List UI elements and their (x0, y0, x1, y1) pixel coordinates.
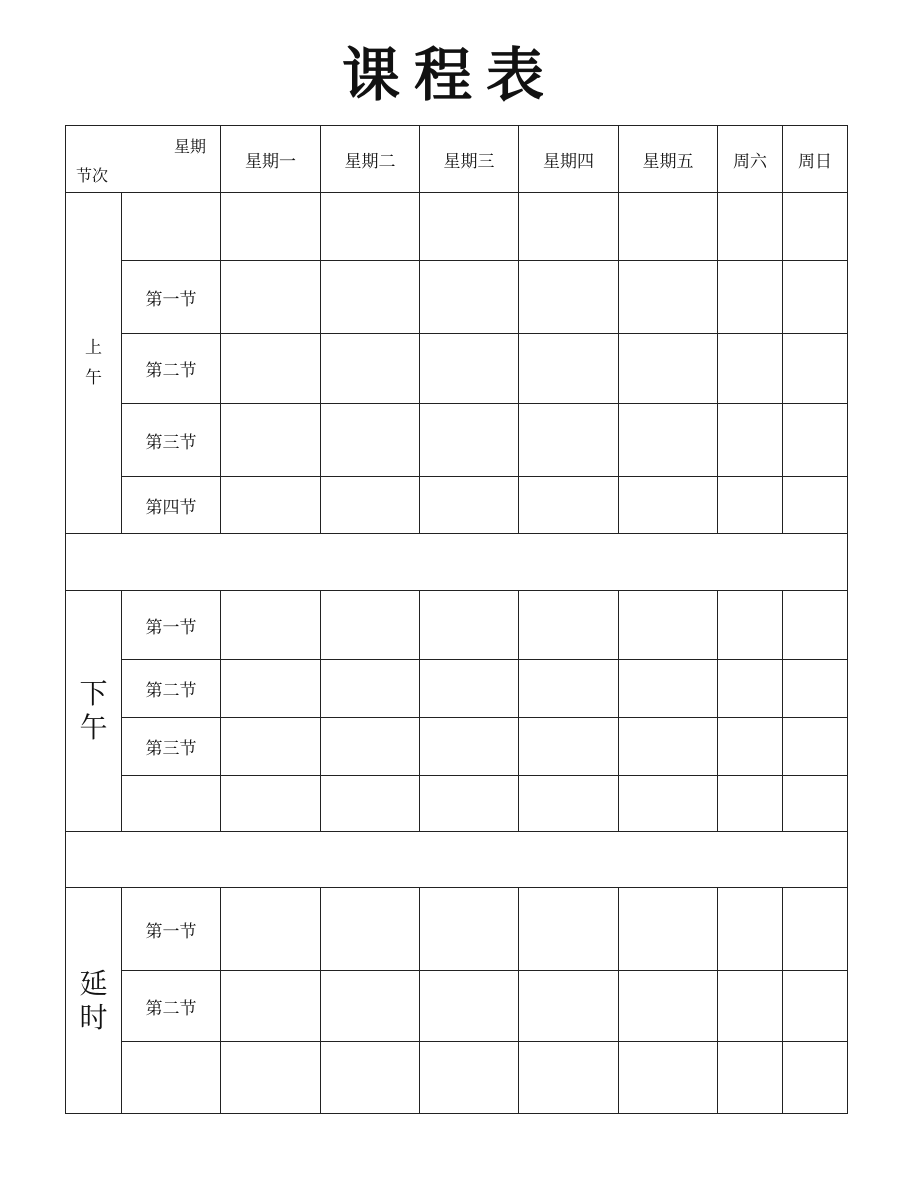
schedule-table (65, 125, 848, 1114)
course-cell[interactable] (619, 971, 718, 1042)
course-cell[interactable] (783, 477, 848, 534)
course-cell[interactable] (619, 334, 718, 404)
course-cell[interactable] (420, 477, 519, 534)
period-label (122, 193, 221, 261)
period-label: 第三节 (122, 718, 221, 776)
corner-cell (66, 126, 221, 193)
course-cell[interactable] (321, 888, 420, 971)
course-cell[interactable] (619, 477, 718, 534)
course-cell[interactable] (619, 1042, 718, 1114)
course-cell[interactable] (718, 971, 783, 1042)
course-cell[interactable] (221, 718, 321, 776)
course-cell[interactable] (519, 1042, 619, 1114)
table-row (66, 193, 848, 261)
course-cell[interactable] (321, 261, 420, 334)
period-label: 第二节 (122, 334, 221, 404)
break-cell-evening (66, 832, 848, 888)
course-cell[interactable] (619, 718, 718, 776)
corner-week-label: 星期 (173, 137, 206, 156)
table-row (66, 334, 848, 404)
break-row (66, 832, 848, 888)
table-row (66, 261, 848, 334)
course-cell[interactable] (718, 193, 783, 261)
section-label-morning (66, 193, 122, 534)
table-row (66, 404, 848, 477)
course-cell[interactable] (619, 261, 718, 334)
course-cell[interactable] (718, 888, 783, 971)
course-cell[interactable] (619, 193, 718, 261)
course-cell[interactable] (221, 888, 321, 971)
section-label-extended (66, 888, 122, 1114)
course-cell[interactable] (321, 404, 420, 477)
table-row (66, 888, 848, 971)
course-cell[interactable] (321, 193, 420, 261)
course-cell[interactable] (783, 660, 848, 718)
course-cell[interactable] (718, 591, 783, 660)
course-cell[interactable] (321, 660, 420, 718)
course-cell[interactable] (221, 193, 321, 261)
course-cell[interactable] (420, 718, 519, 776)
course-cell[interactable] (783, 261, 848, 334)
table-row (66, 1042, 848, 1114)
course-cell[interactable] (420, 971, 519, 1042)
table-row (66, 718, 848, 776)
section-extended-text: 延时 (79, 966, 108, 1034)
course-cell[interactable] (718, 477, 783, 534)
course-cell[interactable] (420, 888, 519, 971)
course-cell[interactable] (519, 660, 619, 718)
course-cell[interactable] (619, 776, 718, 832)
course-cell[interactable] (221, 971, 321, 1042)
course-cell[interactable] (221, 1042, 321, 1114)
course-cell[interactable] (783, 591, 848, 660)
course-cell[interactable] (519, 334, 619, 404)
course-cell[interactable] (718, 404, 783, 477)
course-cell[interactable] (221, 477, 321, 534)
course-cell[interactable] (718, 660, 783, 718)
course-cell[interactable] (420, 193, 519, 261)
course-cell[interactable] (321, 718, 420, 776)
course-cell[interactable] (718, 1042, 783, 1114)
section-afternoon-text: 下午 (79, 677, 108, 744)
section-morning-text: 上午 (85, 338, 102, 388)
course-cell[interactable] (619, 404, 718, 477)
course-cell[interactable] (420, 591, 519, 660)
course-cell[interactable] (718, 718, 783, 776)
course-cell[interactable] (519, 888, 619, 971)
course-cell[interactable] (783, 404, 848, 477)
course-cell[interactable] (718, 334, 783, 404)
table-row (66, 477, 848, 534)
day-header-thu: 星期四 (519, 126, 619, 193)
course-cell[interactable] (519, 477, 619, 534)
day-header-fri: 星期五 (619, 126, 718, 193)
period-label (122, 776, 221, 832)
course-cell[interactable] (221, 404, 321, 477)
course-cell[interactable] (519, 261, 619, 334)
course-cell[interactable] (519, 971, 619, 1042)
header-row (66, 126, 848, 193)
table-row (66, 776, 848, 832)
course-cell[interactable] (321, 776, 420, 832)
course-cell[interactable] (221, 334, 321, 404)
course-cell[interactable] (519, 404, 619, 477)
course-cell[interactable] (321, 971, 420, 1042)
course-cell[interactable] (420, 404, 519, 477)
course-cell[interactable] (783, 334, 848, 404)
section-label-afternoon (66, 591, 122, 832)
table-row (66, 591, 848, 660)
course-cell[interactable] (420, 776, 519, 832)
period-label (122, 1042, 221, 1114)
course-cell[interactable] (783, 193, 848, 261)
course-cell[interactable] (619, 888, 718, 971)
course-cell[interactable] (519, 718, 619, 776)
day-header-tue: 星期二 (321, 126, 420, 193)
course-cell[interactable] (718, 261, 783, 334)
period-label: 第四节 (122, 477, 221, 534)
course-cell[interactable] (519, 776, 619, 832)
period-label: 第二节 (122, 971, 221, 1042)
course-cell[interactable] (321, 1042, 420, 1114)
course-cell[interactable] (783, 1042, 848, 1114)
course-cell[interactable] (783, 718, 848, 776)
course-cell[interactable] (783, 888, 848, 971)
course-cell[interactable] (783, 971, 848, 1042)
course-cell[interactable] (519, 591, 619, 660)
course-cell[interactable] (420, 660, 519, 718)
day-header-sat: 周六 (718, 126, 783, 193)
course-cell[interactable] (221, 261, 321, 334)
period-label: 第一节 (122, 888, 221, 971)
period-label: 第三节 (122, 404, 221, 477)
course-cell[interactable] (718, 776, 783, 832)
course-cell[interactable] (619, 660, 718, 718)
course-cell[interactable] (221, 591, 321, 660)
course-cell[interactable] (420, 1042, 519, 1114)
day-header-wed: 星期三 (420, 126, 519, 193)
table-row (66, 971, 848, 1042)
course-cell[interactable] (420, 334, 519, 404)
period-label: 第一节 (122, 261, 221, 334)
course-cell[interactable] (619, 591, 718, 660)
course-cell[interactable] (321, 334, 420, 404)
period-label: 第一节 (122, 591, 221, 660)
table-row (66, 660, 848, 718)
page-title: 课程表 (341, 41, 558, 109)
course-cell[interactable] (221, 660, 321, 718)
break-cell-noon (66, 534, 848, 591)
day-header-sun: 周日 (783, 126, 848, 193)
course-cell[interactable] (519, 193, 619, 261)
corner-period-label: 节次 (76, 166, 109, 185)
course-cell[interactable] (221, 776, 321, 832)
break-row (66, 534, 848, 591)
course-cell[interactable] (420, 261, 519, 334)
day-header-mon: 星期一 (221, 126, 321, 193)
course-cell[interactable] (783, 776, 848, 832)
course-cell[interactable] (321, 591, 420, 660)
period-label: 第二节 (122, 660, 221, 718)
course-cell[interactable] (321, 477, 420, 534)
